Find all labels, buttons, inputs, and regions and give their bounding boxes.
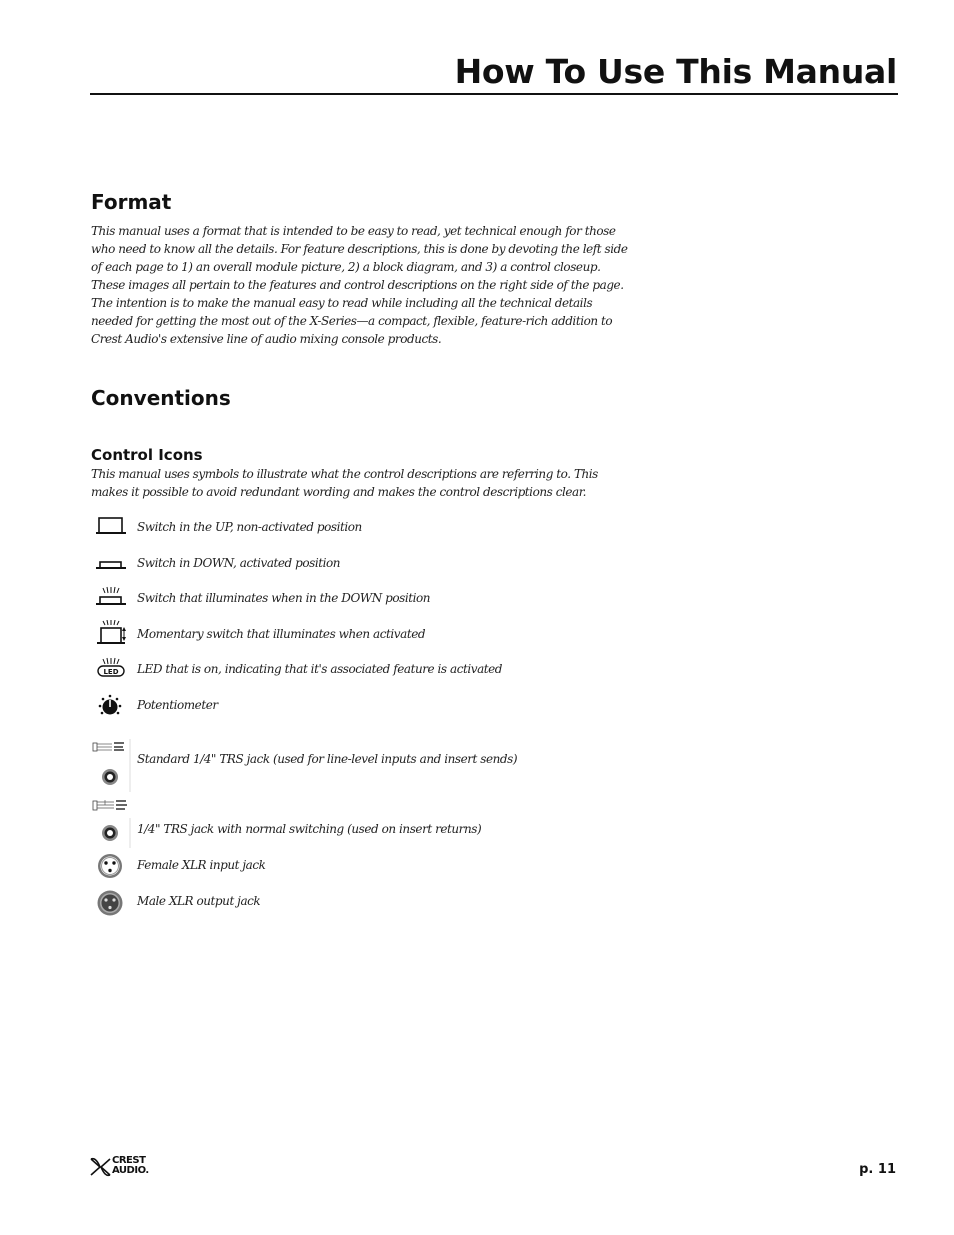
potentiometer-icon xyxy=(90,691,132,721)
switch-up-icon xyxy=(90,513,132,543)
icon-legend-item xyxy=(90,655,610,685)
icon-legend-label: Switch that illuminates when in the DOWN position xyxy=(137,591,431,605)
format-line: These images all pertain to the features and control descriptions on the right side of the page. xyxy=(91,278,624,292)
format-line: of each page to 1) an overall module picture, 2) a block diagram, and 3) a control closeup. xyxy=(91,260,601,274)
format-line: The intention is to make the manual easy to read while including all the technical details xyxy=(91,296,593,310)
format-line: This manual uses a format that is intended to be easy to read, yet technical enough for those xyxy=(91,224,616,238)
icon-legend-item xyxy=(90,851,610,881)
icon-legend-label: Female XLR input jack xyxy=(137,858,266,872)
control-icons-line: makes it possible to avoid redundant wording and makes the control descriptions clear. xyxy=(91,485,587,499)
illuminated-switch-icon xyxy=(90,584,132,614)
logo-line: CREST xyxy=(112,1155,146,1166)
control-icons-heading: Control Icons xyxy=(91,446,203,464)
format-paragraph xyxy=(91,222,627,348)
crest-audio-logo xyxy=(90,1156,182,1178)
crest-logo-mark-icon xyxy=(90,1156,112,1178)
page-title: How To Use This Manual xyxy=(454,52,897,91)
icon-legend-label: Switch in the UP, non-activated position xyxy=(137,520,362,534)
led-icon xyxy=(90,655,132,685)
icon-legend-label: Switch in DOWN, activated position xyxy=(137,556,341,570)
format-line: Crest Audio's extensive line of audio mixing console products. xyxy=(91,332,442,346)
icon-legend-item xyxy=(90,887,610,917)
title-rule xyxy=(90,93,898,95)
momentary-switch-icon xyxy=(90,620,132,650)
icon-legend-item xyxy=(90,584,610,614)
icon-legend-label: 1/4" TRS jack with normal switching (used on insert returns) xyxy=(137,822,482,836)
icon-legend-label: LED that is on, indicating that it's associated feature is activated xyxy=(137,662,503,676)
switch-down-icon xyxy=(90,549,132,579)
format-line: who need to know all the details. For feature descriptions, this is done by devoting the left side xyxy=(91,242,628,256)
icon-legend-label: Momentary switch that illuminates when activated xyxy=(137,627,426,641)
format-line: needed for getting the most out of the X-Series—a compact, flexible, feature-rich addition to xyxy=(91,314,613,328)
icon-legend-item xyxy=(90,620,610,650)
icon-legend-item xyxy=(90,691,610,721)
icon-legend-label: Male XLR output jack xyxy=(137,894,261,908)
page-number: p. 11 xyxy=(859,1162,896,1177)
icon-legend-item xyxy=(90,793,610,849)
icon-legend-label: Standard 1/4" TRS jack (used for line-level inputs and insert sends) xyxy=(137,752,518,766)
trs-jack-icon xyxy=(90,737,132,793)
icon-legend-item xyxy=(90,513,610,543)
format-heading: Format xyxy=(91,190,172,214)
control-icons-paragraph xyxy=(91,465,598,501)
svg-text:LED: LED xyxy=(103,668,119,676)
icon-legend-item xyxy=(90,737,610,793)
icon-legend-label: Potentiometer xyxy=(137,698,218,712)
logo-line: AUDIO. xyxy=(112,1165,149,1176)
conventions-heading: Conventions xyxy=(91,386,231,410)
icon-legend-item xyxy=(90,549,610,579)
trs-switched-jack-icon xyxy=(90,793,132,849)
control-icons-line: This manual uses symbols to illustrate what the control descriptions are referring to. This xyxy=(91,467,598,481)
male-xlr-icon xyxy=(90,887,132,917)
female-xlr-icon xyxy=(90,851,132,881)
